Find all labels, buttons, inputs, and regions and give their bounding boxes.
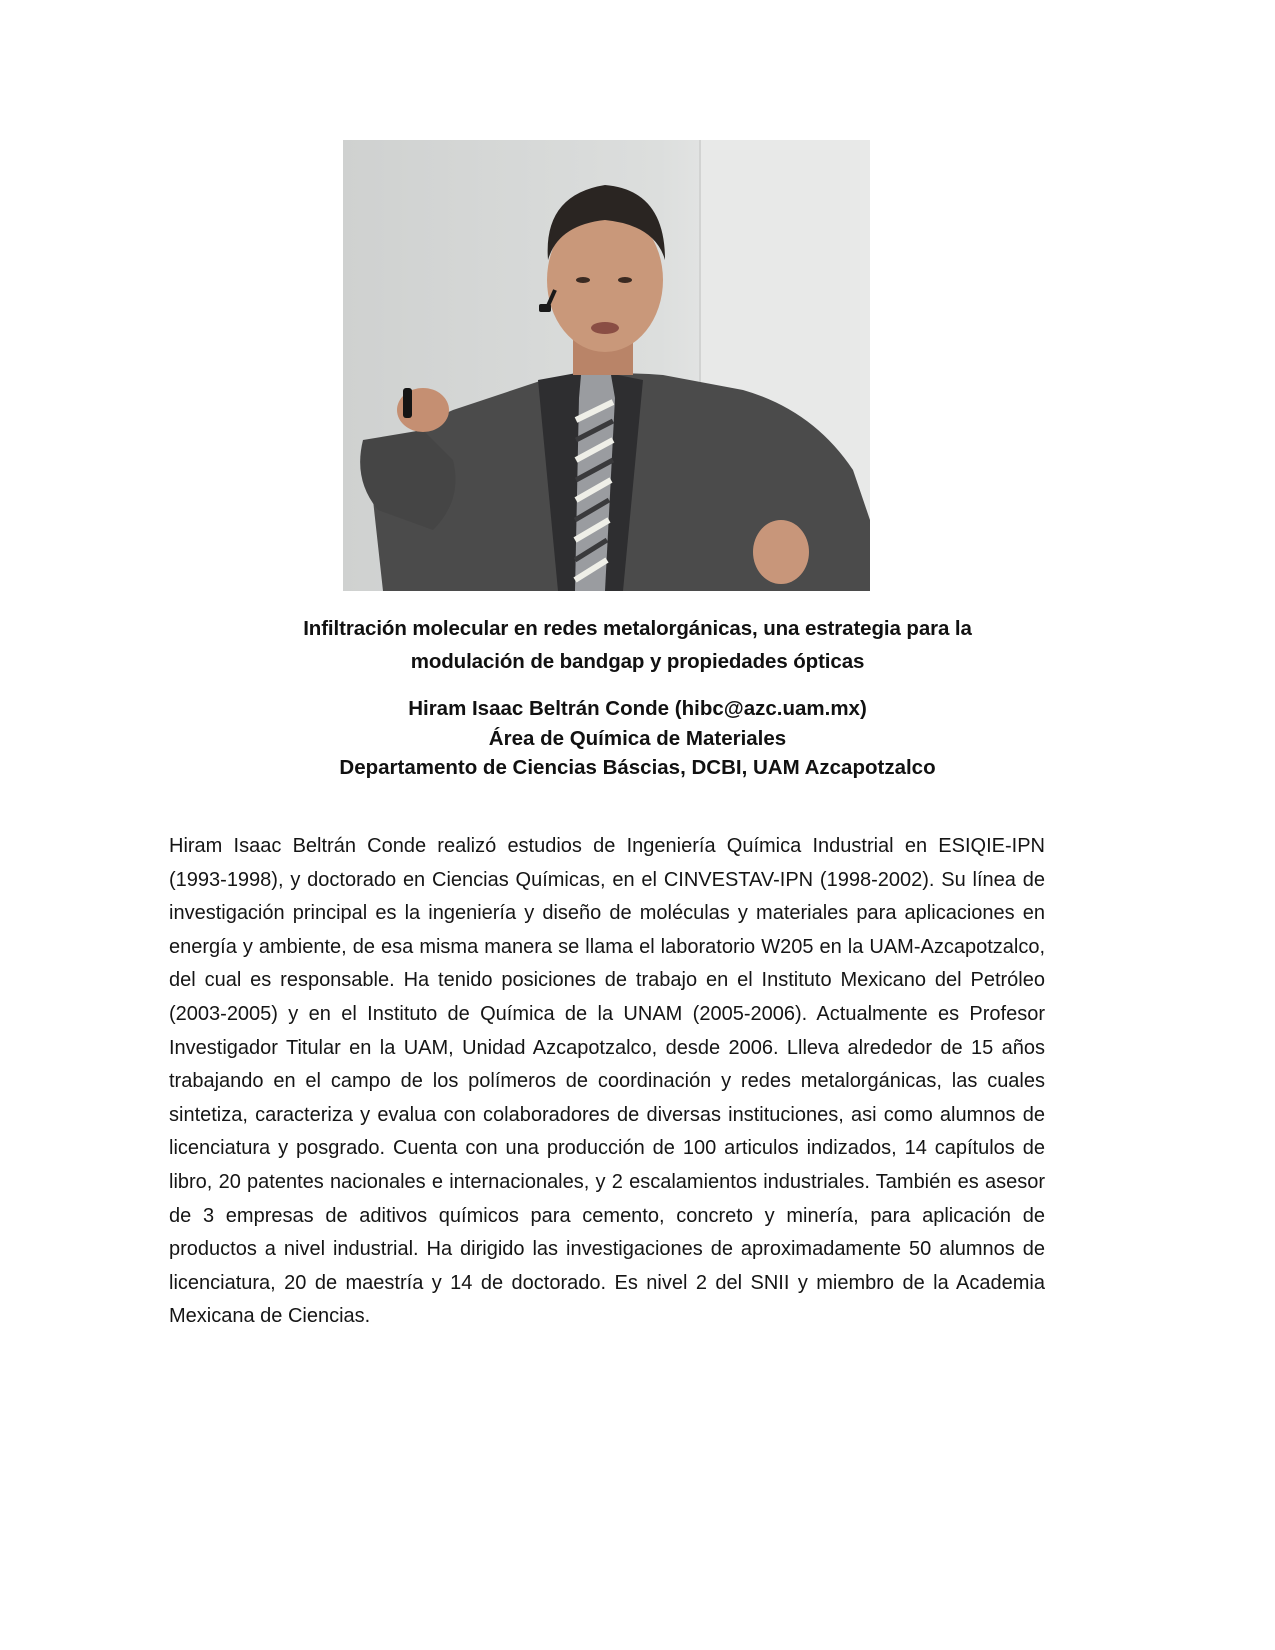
talk-title-line-2: modulación de bandgap y propiedades ópticas [410, 650, 865, 673]
biography [169, 830, 1045, 1334]
talk-title [0, 612, 1275, 678]
talk-title-line-1: Infiltración molecular en redes metalorgánicas, una estrategia para la [303, 617, 972, 640]
author-department: Departamento de Ciencias Báscias, DCBI, UAM Azcapotzalco [339, 756, 936, 779]
author-name-email: Hiram Isaac Beltrán Conde (hibc@azc.uam.mx) [408, 697, 867, 720]
speaker-photo [343, 140, 870, 591]
biography-paragraph: Hiram Isaac Beltrán Conde realizó estudios de Ingeniería Química Industrial en ESIQIE-IPN (1993-1998), y doctorado en Ciencias Químicas, en el CINVESTAV-IPN (1998-2002). Su línea de investigación principal es la ingeniería y diseño de moléculas y materiales para aplicaciones en energía y ambiente, de esa misma manera se llama el laboratorio W205 en la UAM-Azcapotzalco, del cual es responsable. Ha tenido posiciones de trabajo en el Instituto Mexicano del Petróleo (2003-2005) y en el Instituto de Química de la UNAM (2005-2006). Actualmente es Profesor Investigador Titular en la UAM, Unidad Azcapotzalco, desde 2006. Llleva alrededor de 15 años trabajando en el campo de los polímeros de coordinación y redes metalorgánicas, las cuales sintetiza, caracteriza y evalua con colaboradores de diversas instituciones, asi como alumnos de licenciatura y posgrado. Cuenta con una producción de 100 articulos indizados, 14 capítulos de libro, 20 patentes nacionales e internacionales, y 2 escalamientos industriales. También es asesor de 3 empresas de aditivos químicos para cemento, concreto y minería, para aplicación de productos a nivel industrial. Ha dirigido las investigaciones de aproximadamente 50 alumnos de licenciatura, 20 de maestría y 14 de doctorado. Es nivel 2 del SNII y miembro de la Academia Mexicana de Ciencias. [169, 835, 1045, 1328]
author-block [0, 694, 1275, 783]
portrait-illustration [343, 140, 870, 591]
author-area: Área de Química de Materiales [488, 726, 787, 750]
